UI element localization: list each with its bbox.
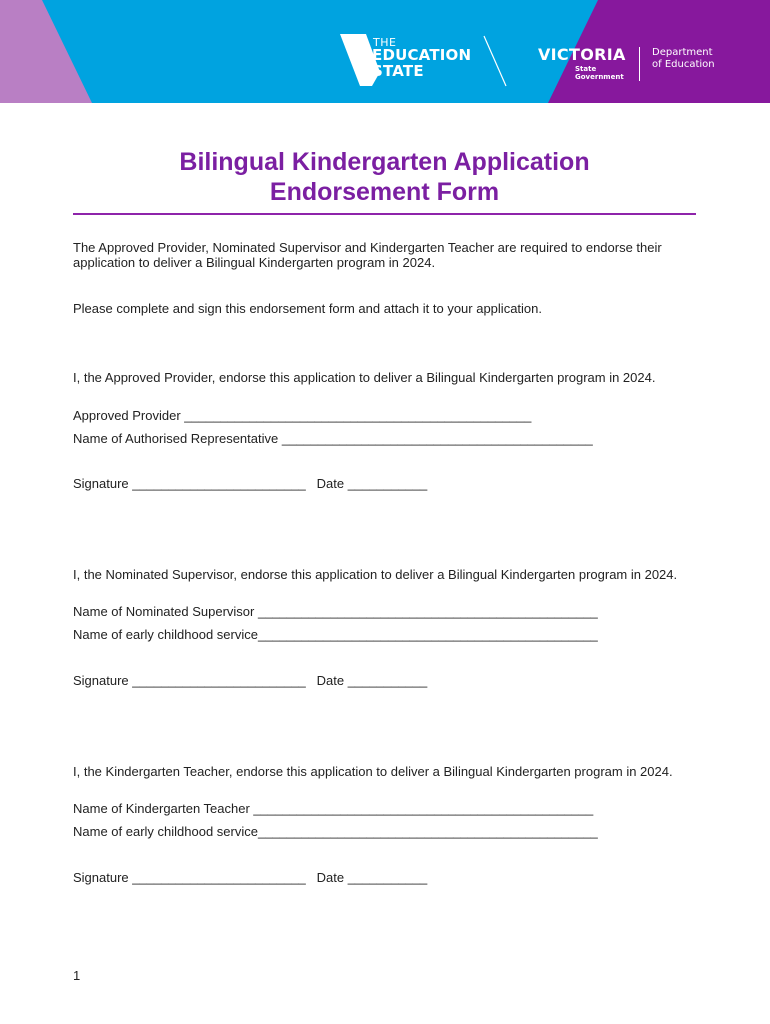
victoria-government-text: Government xyxy=(575,73,624,81)
kindergarten-teacher-name-field[interactable]: Name of Kindergarten Teacher _______________________________________________ xyxy=(73,801,594,816)
supervisor-service-name-field[interactable]: Name of early childhood service_______________________________________________ xyxy=(73,627,598,642)
nominated-supervisor-signature-date-field[interactable]: Signature ________________________ Date ___________ xyxy=(73,673,428,688)
teacher-service-name-field[interactable]: Name of early childhood service_______________________________________________ xyxy=(73,824,598,839)
page-title-line1: Bilingual Kindergarten Application xyxy=(179,148,590,176)
department-divider xyxy=(639,47,640,81)
authorised-representative-field[interactable]: Name of Authorised Representative ___________________________________________ xyxy=(73,431,593,446)
approved-provider-field[interactable]: Approved Provider ________________________________________________ xyxy=(73,408,532,423)
page-title xyxy=(73,147,696,207)
approved-provider-statement: I, the Approved Provider, endorse this application to deliver a Bilingual Kindergarten program in 2024. xyxy=(73,370,656,385)
header-banner xyxy=(0,0,770,103)
kindergarten-teacher-signature-date-field[interactable]: Signature ________________________ Date ___________ xyxy=(73,870,428,885)
victoria-logo-text: VICTORIA xyxy=(538,45,626,64)
page-title-line2: Endorsement Form xyxy=(269,178,500,206)
department-line1-text: Department xyxy=(652,47,713,58)
instruction-paragraph: Please complete and sign this endorsement form and attach it to your application. xyxy=(73,301,542,316)
kindergarten-teacher-statement: I, the Kindergarten Teacher, endorse this application to deliver a Bilingual Kindergarten program in 2024. xyxy=(73,764,673,779)
page-number: 1 xyxy=(73,968,81,983)
education-state-line2-text: STATE xyxy=(372,62,424,80)
nominated-supervisor-name-field[interactable]: Name of Nominated Supervisor _______________________________________________ xyxy=(73,604,598,619)
victoria-state-text: State xyxy=(575,65,597,73)
approved-provider-signature-date-field[interactable]: Signature ________________________ Date ___________ xyxy=(73,476,428,491)
title-divider xyxy=(73,213,696,215)
intro-paragraph: The Approved Provider, Nominated Supervisor and Kindergarten Teacher are required to endorse their application to deliver a Bilingual Kindergarten program in 2024. xyxy=(73,240,662,270)
department-line2-text: of Education xyxy=(652,59,715,70)
education-state-line1-text: EDUCATION xyxy=(372,46,472,64)
education-state-the-text: THE xyxy=(373,36,397,49)
nominated-supervisor-statement: I, the Nominated Supervisor, endorse this application to deliver a Bilingual Kindergarten program in 2024. xyxy=(73,567,678,582)
